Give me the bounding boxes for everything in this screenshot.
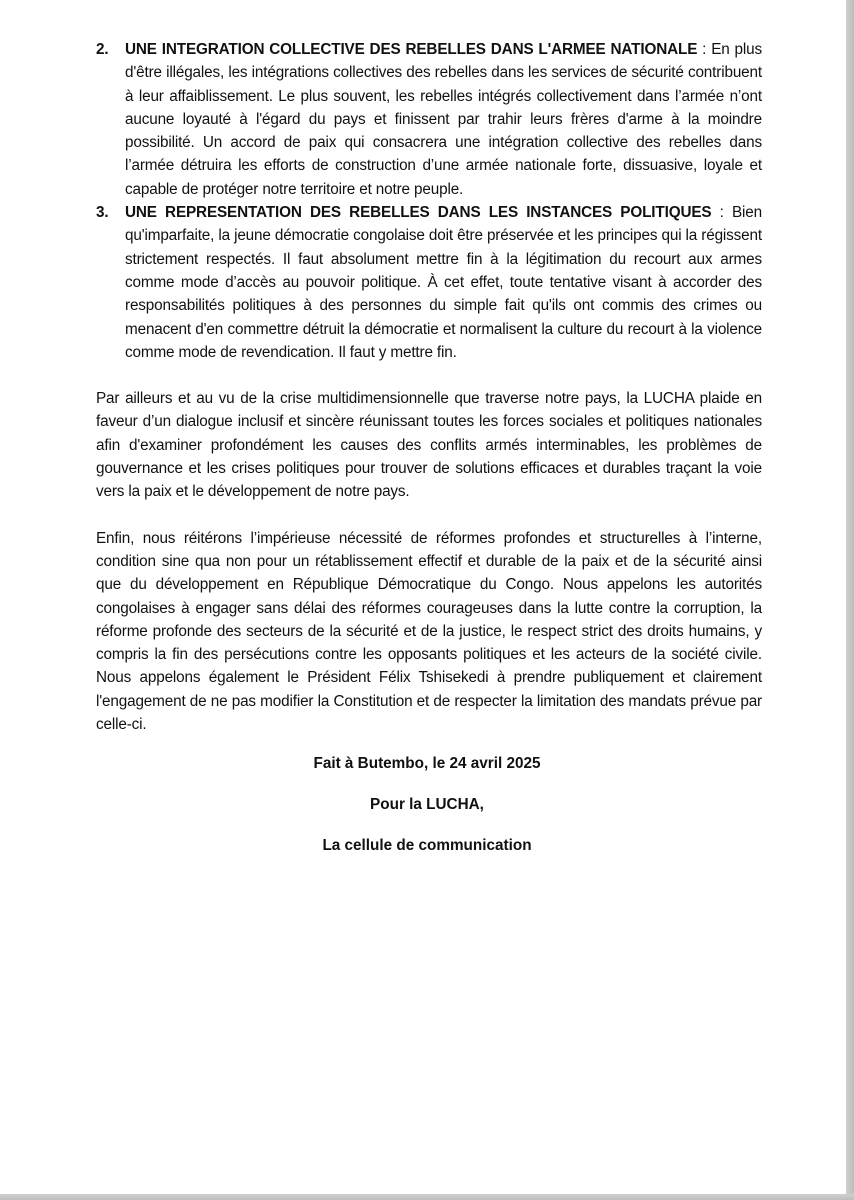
page-edge-shadow	[846, 0, 854, 1200]
numbered-points-list	[96, 38, 762, 364]
point-heading: UNE REPRESENTATION DES REBELLES DANS LES INSTANCES POLITIQUES	[125, 204, 712, 222]
point-separator: :	[711, 204, 732, 222]
point-item	[96, 201, 762, 364]
point-body: En plus d'être illégales, les intégrations collectives des rebelles dans les services de sécurité contribuent à leur affaiblissement. Le plus souvent, les rebelles intégrés collectivement dans l’armée n’ont aucune loyauté à l'égard du pays et finissent par trahir leurs frères d'arme à la moindre possibilité. Un accord de paix qui consacrera une intégration collective des rebelles dans l’armée détruira les efforts de construction d’une armée nationale forte, dissuasive, loyale et capable de protéger notre territoire et notre peuple.	[125, 41, 762, 198]
signature-place-date: Fait à Butembo, le 24 avril 2025	[313, 755, 541, 772]
point-item	[96, 38, 762, 201]
point-body: Bien qu'imparfaite, la jeune démocratie congolaise doit être préservée et les principes qui la régissent strictement respectés. Il faut absolument mettre fin à la légitimation du recourt aux armes comme mode d’accès au pouvoir politique. À cet effet, toute tentative visant à accorder des responsabilités politiques à des personnes du simple fait qu'ils ont commis des crimes ou menacent d'en commettre détruit la démocratie et normalisent la culture du recourt à la violence comme mode de revendication. Il faut y mettre fin.	[125, 204, 762, 361]
paragraph-gap	[96, 504, 762, 527]
document-body	[96, 38, 762, 736]
page-edge-shadow	[0, 1194, 854, 1200]
point-heading: UNE INTEGRATION COLLECTIVE DES REBELLES DANS L'ARMEE NATIONALE	[125, 41, 698, 58]
paragraph-dialogue: Par ailleurs et au vu de la crise multidimensionnelle que traverse notre pays, la LUCHA plaide en faveur d’un dialogue inclusif et sincère réunissant toutes les forces sociales et politiques nationales afin d'examiner profondément les causes des conflits armés interminables, les problèmes de gouvernance et les crises politiques pour trouver de solutions efficaces et durables traçant la voie vers la paix et le développement de notre pays.	[96, 390, 762, 501]
point-number: 3.	[96, 204, 109, 222]
paragraph-gap	[96, 364, 762, 387]
point-separator: :	[697, 41, 712, 58]
paragraph-reforms: Enfin, nous réitérons l’impérieuse nécessité de réformes profondes et structurelles à l’interne, condition sine qua non pour un rétablissement effectif et durable de la paix et de la sécurité ainsi que du développement en République Démocratique du Congo. Nous appelons les autorités congolaises à engager sans délai des réformes courageuses dans la lutte contre la corruption, la réforme profonde des secteurs de la sécurité et de la justice, le respect strict des droits humains, y compris la fin des persécutions contre les opposants politiques et les acteurs de la société civile. Nous appelons également le Président Félix Tshisekedi à prendre publiquement et clairement l'engagement de ne pas modifier la Constitution et de respecter la limitation des mandats prévue par celle-ci.	[96, 529, 762, 734]
point-number: 2.	[96, 41, 109, 58]
signature-for-line: Pour la LUCHA,	[370, 796, 484, 813]
signature-author: La cellule de communication	[322, 837, 532, 854]
